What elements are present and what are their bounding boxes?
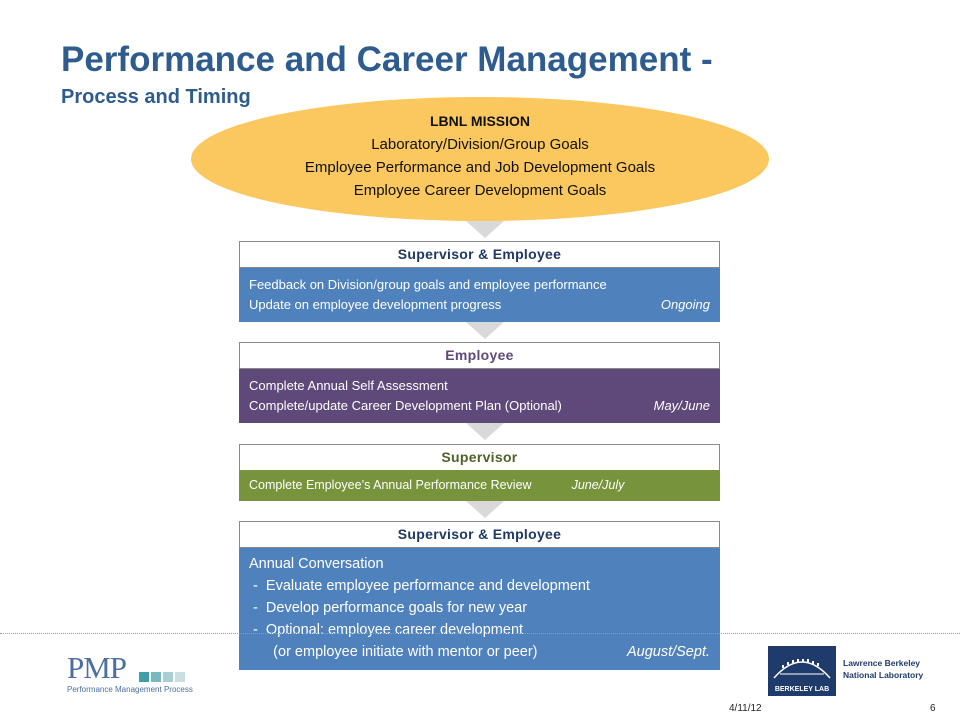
flow-arrow-icon: [466, 501, 504, 518]
lab-wordmark: BERKELEY LAB: [774, 686, 830, 693]
flow-arrow-icon: [466, 322, 504, 339]
slide-date: 4/11/12: [729, 703, 762, 714]
step-line: Annual Conversation: [249, 556, 384, 572]
step-line: - Develop performance goals for new year: [249, 600, 528, 616]
step-line: Update on employee development progress: [249, 297, 502, 312]
pmp-logo-square: [151, 672, 161, 682]
mission-ellipse: [191, 97, 769, 221]
flow-arrow-icon: [466, 221, 504, 238]
lab-name-line: National Laboratory: [843, 670, 924, 680]
step-line: Complete Annual Self Assessment: [249, 378, 448, 393]
step-line: Feedback on Division/group goals and employee performance: [249, 277, 607, 292]
mission-title: LBNL MISSION: [429, 113, 531, 129]
step-line-row: [249, 396, 710, 416]
pmp-logo-square: [175, 672, 185, 682]
step-body: [239, 548, 720, 670]
slide-title: Performance and Career Management -: [61, 40, 713, 79]
step-timing: May/June: [653, 398, 710, 413]
step-line: - Optional: employee career development: [249, 622, 524, 638]
footer-divider: [0, 633, 960, 634]
berkeley-lab-logo: [768, 646, 836, 696]
page-number: 6: [930, 703, 936, 714]
step-line-row: [249, 641, 710, 663]
step-timing: Ongoing: [660, 297, 710, 312]
step-line: Complete Employee’s Annual Performance Review: [249, 478, 532, 492]
pmp-tagline: Performance Management Process: [67, 685, 193, 694]
pmp-logo-text: PMP: [67, 650, 127, 685]
step-body: [239, 470, 720, 501]
lab-name: [843, 657, 923, 681]
step-timing: June/July: [571, 478, 625, 492]
pmp-logo-square: [163, 672, 173, 682]
step-role-header: Supervisor & Employee: [239, 521, 720, 548]
lab-name-line: Lawrence Berkeley: [843, 658, 921, 668]
mission-line: Employee Career Development Goals: [353, 182, 607, 199]
step-line-row: [249, 295, 710, 315]
step-body: [239, 268, 720, 322]
mission-line: Employee Performance and Job Development Goals: [304, 159, 656, 176]
step-line-row: [249, 475, 710, 495]
step-role-header: Supervisor & Employee: [239, 241, 720, 268]
step-role-header: Employee: [239, 342, 720, 369]
flow-arrow-icon: [466, 423, 504, 440]
mission-line: Laboratory/Division/Group Goals: [371, 136, 589, 153]
building-icon: [768, 648, 836, 684]
slide-subtitle: Process and Timing: [61, 86, 251, 108]
step-line: Complete/update Career Development Plan (Optional): [249, 398, 562, 413]
step-body: [239, 369, 720, 423]
pmp-logo-square: [139, 672, 149, 682]
step-role-header: Supervisor: [239, 444, 720, 471]
step-timing: August/Sept.: [626, 644, 710, 660]
step-line: - Evaluate employee performance and development: [249, 578, 590, 594]
step-line: (or employee initiate with mentor or peer): [249, 644, 538, 660]
